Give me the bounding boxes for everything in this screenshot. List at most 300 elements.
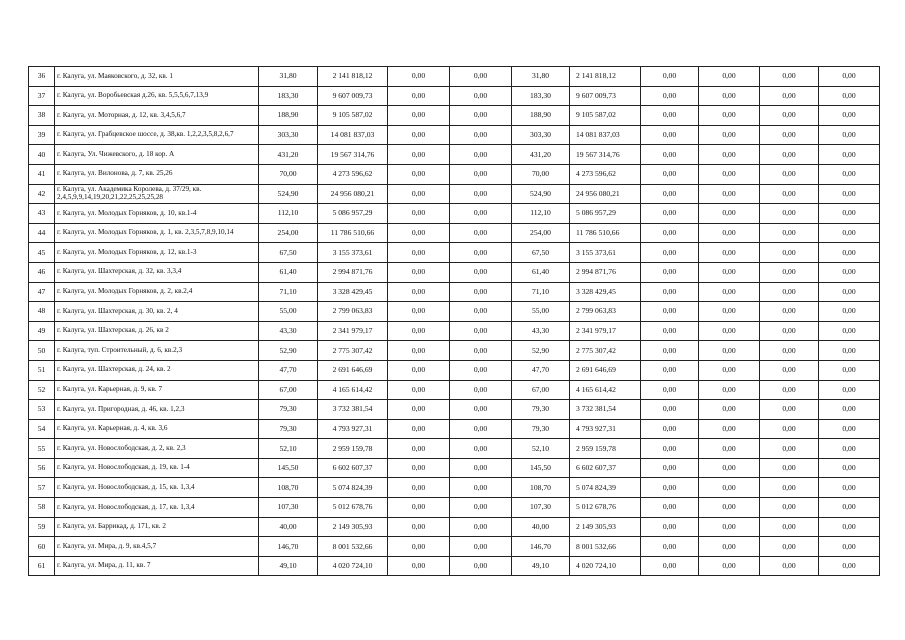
- value-cell: 0,00: [641, 321, 699, 341]
- sum-cell: 8 001 532,66: [570, 537, 641, 557]
- value-cell: 0,00: [641, 556, 699, 576]
- value-cell: 0,00: [641, 86, 699, 106]
- table-row: [29, 86, 880, 106]
- value-cell: 0,00: [450, 419, 512, 439]
- value-cell: 0,00: [450, 67, 512, 87]
- sum-cell: 8 001 532,66: [318, 537, 388, 557]
- sum-cell: 2 149 305,93: [570, 517, 641, 537]
- value-cell: 0,00: [450, 243, 512, 263]
- value-cell: 0,00: [641, 517, 699, 537]
- value-cell: 0,00: [819, 458, 880, 478]
- address-cell: г. Калуга, ул. Шахтерская, д. 32, кв. 3,3,4: [55, 262, 259, 282]
- value-cell: 0,00: [760, 223, 819, 243]
- address-cell: г. Калуга, ул. Новослободская, д. 2, кв. 2,3: [55, 439, 259, 459]
- area-cell: 79,30: [259, 419, 318, 439]
- value-cell: 0,00: [760, 341, 819, 361]
- sum-cell: 9 607 009,73: [318, 86, 388, 106]
- area-cell: 71,10: [512, 282, 570, 302]
- value-cell: 0,00: [760, 517, 819, 537]
- value-cell: 0,00: [388, 243, 450, 263]
- address-cell: г. Калуга, ул. Молодых Горняков, д. 10, кв.1-4: [55, 204, 259, 224]
- area-cell: 188,90: [259, 106, 318, 126]
- value-cell: 0,00: [699, 321, 760, 341]
- row-number: 48: [29, 302, 55, 322]
- table-row: [29, 380, 880, 400]
- table-row: [29, 106, 880, 126]
- sum-cell: 19 567 314,76: [318, 145, 388, 165]
- address-cell: г. Калуга, ул. Карьерная, д. 9, кв. 7: [55, 380, 259, 400]
- value-cell: 0,00: [450, 360, 512, 380]
- value-cell: 0,00: [699, 106, 760, 126]
- value-cell: 0,00: [388, 439, 450, 459]
- area-cell: 254,00: [259, 223, 318, 243]
- sum-cell: 2 341 979,17: [570, 321, 641, 341]
- table-body: [29, 67, 880, 576]
- value-cell: 0,00: [760, 145, 819, 165]
- area-cell: 79,30: [259, 400, 318, 420]
- value-cell: 0,00: [819, 380, 880, 400]
- value-cell: 0,00: [699, 125, 760, 145]
- value-cell: 0,00: [641, 360, 699, 380]
- value-cell: 0,00: [699, 282, 760, 302]
- table-row: [29, 204, 880, 224]
- address-cell: г. Калуга, ул. Моторная, д. 12, кв. 3,4,5,6,7: [55, 106, 259, 126]
- value-cell: 0,00: [641, 498, 699, 518]
- area-cell: 303,30: [259, 125, 318, 145]
- row-number: 47: [29, 282, 55, 302]
- sum-cell: 6 602 607,37: [570, 458, 641, 478]
- value-cell: 0,00: [450, 537, 512, 557]
- value-cell: 0,00: [699, 223, 760, 243]
- sum-cell: 4 020 724,10: [570, 556, 641, 576]
- table-row: [29, 556, 880, 576]
- table-row: [29, 67, 880, 87]
- value-cell: 0,00: [760, 125, 819, 145]
- sum-cell: 2 959 159,78: [318, 439, 388, 459]
- value-cell: 0,00: [699, 458, 760, 478]
- value-cell: 0,00: [760, 184, 819, 204]
- value-cell: 0,00: [450, 302, 512, 322]
- value-cell: 0,00: [819, 341, 880, 361]
- value-cell: 0,00: [699, 164, 760, 184]
- sum-cell: 2 149 305,93: [318, 517, 388, 537]
- value-cell: 0,00: [819, 184, 880, 204]
- value-cell: 0,00: [760, 106, 819, 126]
- value-cell: 0,00: [450, 439, 512, 459]
- value-cell: 0,00: [388, 360, 450, 380]
- sum-cell: 5 086 957,29: [318, 204, 388, 224]
- area-cell: 52,90: [512, 341, 570, 361]
- value-cell: 0,00: [641, 67, 699, 87]
- value-cell: 0,00: [641, 439, 699, 459]
- sum-cell: 2 799 063,83: [318, 302, 388, 322]
- value-cell: 0,00: [641, 478, 699, 498]
- area-cell: 524,90: [259, 184, 318, 204]
- sum-cell: 4 020 724,10: [318, 556, 388, 576]
- value-cell: 0,00: [819, 321, 880, 341]
- value-cell: 0,00: [641, 341, 699, 361]
- value-cell: 0,00: [388, 458, 450, 478]
- sum-cell: 2 775 307,42: [318, 341, 388, 361]
- table-row: [29, 341, 880, 361]
- row-number: 61: [29, 556, 55, 576]
- value-cell: 0,00: [819, 439, 880, 459]
- value-cell: 0,00: [760, 380, 819, 400]
- value-cell: 0,00: [388, 556, 450, 576]
- area-cell: 47,70: [259, 360, 318, 380]
- table-row: [29, 537, 880, 557]
- value-cell: 0,00: [450, 341, 512, 361]
- address-cell: г. Калуга, Ул. Чижевского, д. 18 кор. А: [55, 145, 259, 165]
- table-row: [29, 458, 880, 478]
- sum-cell: 14 081 837,03: [318, 125, 388, 145]
- row-number: 46: [29, 262, 55, 282]
- value-cell: 0,00: [760, 439, 819, 459]
- area-cell: 49,10: [512, 556, 570, 576]
- sum-cell: 4 273 596,62: [570, 164, 641, 184]
- row-number: 57: [29, 478, 55, 498]
- sum-cell: 3 732 381,54: [570, 400, 641, 420]
- sum-cell: 3 328 429,45: [318, 282, 388, 302]
- value-cell: 0,00: [819, 204, 880, 224]
- sum-cell: 11 786 510,66: [570, 223, 641, 243]
- value-cell: 0,00: [388, 223, 450, 243]
- row-number: 42: [29, 184, 55, 204]
- value-cell: 0,00: [819, 67, 880, 87]
- area-cell: 61,40: [259, 262, 318, 282]
- table-row: [29, 439, 880, 459]
- area-cell: 55,00: [512, 302, 570, 322]
- sum-cell: 3 732 381,54: [318, 400, 388, 420]
- sum-cell: 2 141 818,12: [570, 67, 641, 87]
- area-cell: 61,40: [512, 262, 570, 282]
- value-cell: 0,00: [699, 380, 760, 400]
- value-cell: 0,00: [641, 243, 699, 263]
- value-cell: 0,00: [388, 400, 450, 420]
- value-cell: 0,00: [819, 498, 880, 518]
- value-cell: 0,00: [450, 125, 512, 145]
- value-cell: 0,00: [450, 400, 512, 420]
- value-cell: 0,00: [388, 262, 450, 282]
- value-cell: 0,00: [388, 67, 450, 87]
- sum-cell: 4 165 614,42: [570, 380, 641, 400]
- value-cell: 0,00: [699, 262, 760, 282]
- value-cell: 0,00: [388, 204, 450, 224]
- value-cell: 0,00: [388, 184, 450, 204]
- sum-cell: 5 012 678,76: [570, 498, 641, 518]
- value-cell: 0,00: [641, 106, 699, 126]
- table-row: [29, 262, 880, 282]
- sum-cell: 6 602 607,37: [318, 458, 388, 478]
- sum-cell: 4 793 927,31: [570, 419, 641, 439]
- value-cell: 0,00: [450, 204, 512, 224]
- value-cell: 0,00: [450, 262, 512, 282]
- value-cell: 0,00: [760, 537, 819, 557]
- area-cell: 67,00: [259, 380, 318, 400]
- row-number: 43: [29, 204, 55, 224]
- row-number: 60: [29, 537, 55, 557]
- table-row: [29, 164, 880, 184]
- row-number: 45: [29, 243, 55, 263]
- area-cell: 303,30: [512, 125, 570, 145]
- value-cell: 0,00: [641, 458, 699, 478]
- value-cell: 0,00: [760, 302, 819, 322]
- area-cell: 40,00: [259, 517, 318, 537]
- address-cell: г. Калуга, ул. Новослободская, д. 17, кв. 1,3,4: [55, 498, 259, 518]
- value-cell: 0,00: [699, 439, 760, 459]
- value-cell: 0,00: [699, 86, 760, 106]
- value-cell: 0,00: [450, 478, 512, 498]
- table-row: [29, 145, 880, 165]
- address-cell: г. Калуга, ул. Новослободская, д. 15, кв. 1,3,4: [55, 478, 259, 498]
- value-cell: 0,00: [699, 145, 760, 165]
- sum-cell: 2 994 871,76: [570, 262, 641, 282]
- value-cell: 0,00: [760, 86, 819, 106]
- area-cell: 40,00: [512, 517, 570, 537]
- value-cell: 0,00: [760, 400, 819, 420]
- value-cell: 0,00: [388, 537, 450, 557]
- area-cell: 67,00: [512, 380, 570, 400]
- value-cell: 0,00: [819, 360, 880, 380]
- table-row: [29, 282, 880, 302]
- value-cell: 0,00: [641, 164, 699, 184]
- address-cell: г. Калуга, ул. Молодых Горняков, д. 12, кв.1-3: [55, 243, 259, 263]
- value-cell: 0,00: [760, 204, 819, 224]
- area-cell: 79,30: [512, 400, 570, 420]
- area-cell: 67,50: [512, 243, 570, 263]
- table-row: [29, 223, 880, 243]
- row-number: 55: [29, 439, 55, 459]
- value-cell: 0,00: [450, 498, 512, 518]
- value-cell: 0,00: [760, 419, 819, 439]
- address-cell: г. Калуга, ул. Академика Королева, д. 37/29, кв. 2,4,5,9,9,14,19,20,21,22,25,25,25,28: [55, 184, 259, 204]
- row-number: 50: [29, 341, 55, 361]
- value-cell: 0,00: [819, 517, 880, 537]
- value-cell: 0,00: [819, 243, 880, 263]
- value-cell: 0,00: [760, 556, 819, 576]
- area-cell: 183,30: [259, 86, 318, 106]
- sum-cell: 4 165 614,42: [318, 380, 388, 400]
- value-cell: 0,00: [641, 145, 699, 165]
- value-cell: 0,00: [819, 282, 880, 302]
- value-cell: 0,00: [760, 67, 819, 87]
- sum-cell: 11 786 510,66: [318, 223, 388, 243]
- value-cell: 0,00: [450, 184, 512, 204]
- value-cell: 0,00: [819, 106, 880, 126]
- value-cell: 0,00: [388, 517, 450, 537]
- address-cell: г. Калуга, туп. Строительный, д. 6, кв.2,3: [55, 341, 259, 361]
- value-cell: 0,00: [760, 243, 819, 263]
- area-cell: 79,30: [512, 419, 570, 439]
- value-cell: 0,00: [699, 400, 760, 420]
- row-number: 52: [29, 380, 55, 400]
- area-cell: 146,70: [512, 537, 570, 557]
- address-cell: г. Калуга, ул. Грабцевское шоссе, д. 38,кв. 1,2,2,3,5,8,2,6,7: [55, 125, 259, 145]
- table-row: [29, 498, 880, 518]
- value-cell: 0,00: [819, 86, 880, 106]
- address-cell: г. Калуга, ул. Воробьевская д.26, кв. 5,5,5,6,7,13,9: [55, 86, 259, 106]
- row-number: 59: [29, 517, 55, 537]
- sum-cell: 14 081 837,03: [570, 125, 641, 145]
- area-cell: 524,90: [512, 184, 570, 204]
- value-cell: 0,00: [641, 282, 699, 302]
- value-cell: 0,00: [641, 262, 699, 282]
- value-cell: 0,00: [388, 125, 450, 145]
- area-cell: 108,70: [259, 478, 318, 498]
- value-cell: 0,00: [819, 419, 880, 439]
- area-cell: 112,10: [512, 204, 570, 224]
- value-cell: 0,00: [388, 419, 450, 439]
- value-cell: 0,00: [699, 556, 760, 576]
- address-cell: г. Калуга, ул. Шахтерская, д. 26, кв 2: [55, 321, 259, 341]
- area-cell: 31,80: [512, 67, 570, 87]
- sum-cell: 5 086 957,29: [570, 204, 641, 224]
- value-cell: 0,00: [760, 360, 819, 380]
- value-cell: 0,00: [699, 498, 760, 518]
- value-cell: 0,00: [450, 380, 512, 400]
- area-cell: 47,70: [512, 360, 570, 380]
- value-cell: 0,00: [450, 517, 512, 537]
- value-cell: 0,00: [641, 380, 699, 400]
- value-cell: 0,00: [699, 184, 760, 204]
- value-cell: 0,00: [388, 106, 450, 126]
- value-cell: 0,00: [760, 498, 819, 518]
- value-cell: 0,00: [819, 537, 880, 557]
- value-cell: 0,00: [760, 282, 819, 302]
- sum-cell: 2 775 307,42: [570, 341, 641, 361]
- value-cell: 0,00: [819, 125, 880, 145]
- address-cell: г. Калуга, ул. Мира, д. 11, кв. 7: [55, 556, 259, 576]
- address-cell: г. Калуга, ул. Мира, д. 9, кв.4,5,7: [55, 537, 259, 557]
- area-cell: 112,10: [259, 204, 318, 224]
- area-cell: 188,90: [512, 106, 570, 126]
- sum-cell: 2 799 063,83: [570, 302, 641, 322]
- value-cell: 0,00: [450, 106, 512, 126]
- sum-cell: 5 012 678,76: [318, 498, 388, 518]
- value-cell: 0,00: [388, 302, 450, 322]
- sum-cell: 3 155 373,61: [570, 243, 641, 263]
- value-cell: 0,00: [641, 184, 699, 204]
- value-cell: 0,00: [641, 302, 699, 322]
- value-cell: 0,00: [699, 67, 760, 87]
- sum-cell: 2 994 871,76: [318, 262, 388, 282]
- area-cell: 145,50: [512, 458, 570, 478]
- sum-cell: 2 691 646,69: [318, 360, 388, 380]
- table-row: [29, 184, 880, 204]
- row-number: 56: [29, 458, 55, 478]
- sum-cell: 4 793 927,31: [318, 419, 388, 439]
- row-number: 53: [29, 400, 55, 420]
- area-cell: 108,70: [512, 478, 570, 498]
- value-cell: 0,00: [388, 321, 450, 341]
- row-number: 44: [29, 223, 55, 243]
- value-cell: 0,00: [760, 478, 819, 498]
- address-cell: г. Калуга, ул. Молодых Горняков, д. 2, кв.2,4: [55, 282, 259, 302]
- value-cell: 0,00: [388, 341, 450, 361]
- row-number: 41: [29, 164, 55, 184]
- row-number: 58: [29, 498, 55, 518]
- area-cell: 31,80: [259, 67, 318, 87]
- value-cell: 0,00: [699, 478, 760, 498]
- sum-cell: 2 959 159,78: [570, 439, 641, 459]
- row-number: 39: [29, 125, 55, 145]
- sum-cell: 5 074 824,39: [570, 478, 641, 498]
- value-cell: 0,00: [450, 145, 512, 165]
- sum-cell: 2 341 979,17: [318, 321, 388, 341]
- row-number: 49: [29, 321, 55, 341]
- value-cell: 0,00: [819, 145, 880, 165]
- value-cell: 0,00: [699, 204, 760, 224]
- sum-cell: 3 328 429,45: [570, 282, 641, 302]
- row-number: 54: [29, 419, 55, 439]
- area-cell: 107,30: [259, 498, 318, 518]
- address-cell: г. Калуга, ул. Вилонова, д. 7, кв. 25,26: [55, 164, 259, 184]
- area-cell: 145,50: [259, 458, 318, 478]
- area-cell: 107,30: [512, 498, 570, 518]
- value-cell: 0,00: [641, 537, 699, 557]
- value-cell: 0,00: [388, 86, 450, 106]
- value-cell: 0,00: [819, 262, 880, 282]
- area-cell: 55,00: [259, 302, 318, 322]
- value-cell: 0,00: [388, 145, 450, 165]
- value-cell: 0,00: [388, 164, 450, 184]
- table-row: [29, 125, 880, 145]
- address-cell: г. Калуга, ул. Новослободская, д. 19, кв. 1-4: [55, 458, 259, 478]
- value-cell: 0,00: [819, 400, 880, 420]
- value-cell: 0,00: [450, 282, 512, 302]
- table-row: [29, 400, 880, 420]
- value-cell: 0,00: [641, 419, 699, 439]
- value-cell: 0,00: [450, 164, 512, 184]
- value-cell: 0,00: [819, 556, 880, 576]
- area-cell: 52,10: [512, 439, 570, 459]
- value-cell: 0,00: [699, 341, 760, 361]
- address-cell: г. Калуга, ул. Молодых Горняков, д. 1, кв. 2,3,5,7,8,9,10,14: [55, 223, 259, 243]
- value-cell: 0,00: [819, 478, 880, 498]
- row-number: 51: [29, 360, 55, 380]
- value-cell: 0,00: [450, 223, 512, 243]
- address-cell: г. Калуга, ул. Карьерная, д. 4, кв. 3,6: [55, 419, 259, 439]
- table-row: [29, 302, 880, 322]
- row-number: 38: [29, 106, 55, 126]
- table-row: [29, 243, 880, 263]
- address-cell: г. Калуга, ул. Баррикад, д. 171, кв. 2: [55, 517, 259, 537]
- row-number: 37: [29, 86, 55, 106]
- value-cell: 0,00: [388, 380, 450, 400]
- area-cell: 70,00: [259, 164, 318, 184]
- value-cell: 0,00: [699, 419, 760, 439]
- value-cell: 0,00: [641, 125, 699, 145]
- value-cell: 0,00: [699, 517, 760, 537]
- area-cell: 52,90: [259, 341, 318, 361]
- value-cell: 0,00: [760, 262, 819, 282]
- address-cell: г. Калуга, ул. Пригородная, д. 46, кв. 1,2,3: [55, 400, 259, 420]
- value-cell: 0,00: [760, 321, 819, 341]
- value-cell: 0,00: [699, 360, 760, 380]
- table-row: [29, 517, 880, 537]
- value-cell: 0,00: [450, 556, 512, 576]
- sum-cell: 5 074 824,39: [318, 478, 388, 498]
- value-cell: 0,00: [819, 223, 880, 243]
- area-cell: 49,10: [259, 556, 318, 576]
- sum-cell: 24 956 080,21: [570, 184, 641, 204]
- table-row: [29, 478, 880, 498]
- row-number: 40: [29, 145, 55, 165]
- sum-cell: 24 956 080,21: [318, 184, 388, 204]
- address-cell: г. Калуга, ул. Шахтерская, д. 24, кв. 2: [55, 360, 259, 380]
- value-cell: 0,00: [641, 223, 699, 243]
- area-cell: 71,10: [259, 282, 318, 302]
